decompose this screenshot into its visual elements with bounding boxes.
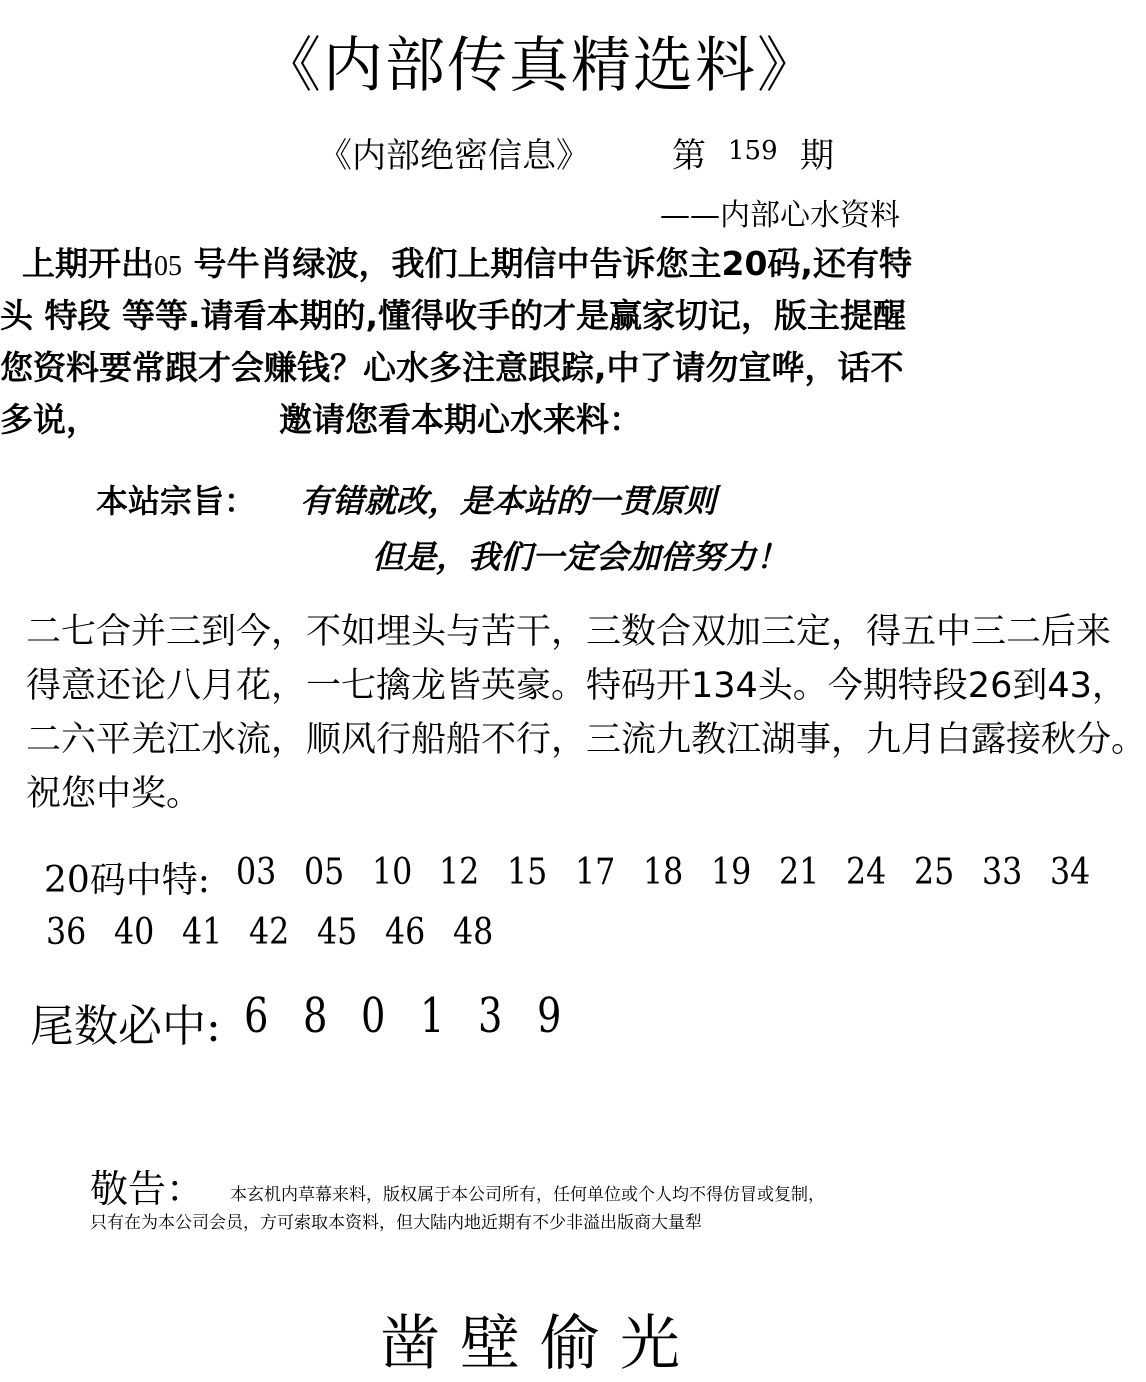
issue-prefix: 第: [672, 136, 706, 176]
intro-line-4-b: 邀请您看本期心水来料：: [279, 400, 642, 439]
main-title: 《内部传真精选料》: [261, 31, 819, 101]
code-number: 19: [710, 852, 752, 893]
code-number: 18: [642, 852, 684, 893]
code-number: 21: [778, 852, 819, 893]
tail-digit: 0: [361, 988, 386, 1044]
code-number: 45: [317, 912, 358, 953]
codes-row-1: [236, 852, 1118, 893]
intro-line-4: [0, 394, 642, 441]
intro-line-1: [22, 238, 912, 285]
tail-digit: 3: [478, 988, 503, 1044]
code-number: 34: [1049, 852, 1091, 893]
code-number: 15: [507, 852, 548, 893]
notice-line-2: 只有在为本公司会员，方可索取本资料，但大陆内地近期有不少非溢出版商大量犁: [90, 1213, 702, 1233]
code-number: 40: [113, 912, 155, 953]
tail-label: 尾数必中:: [30, 1001, 221, 1052]
tail-digit: 6: [244, 988, 269, 1044]
tail-digit: 8: [302, 988, 327, 1044]
intro-line-4-a: 多说，: [0, 400, 99, 439]
code-number: 25: [914, 852, 955, 893]
code-number: 17: [575, 852, 616, 893]
code-number: 36: [46, 912, 87, 953]
intro-line-1-b: 号牛肖绿波，我们上期信中告诉您主20码,还有特: [182, 244, 912, 283]
tail-digit: 9: [536, 988, 562, 1044]
code-number: 46: [385, 912, 426, 953]
motto-line-2: 但是，我们一定会加倍努力！: [372, 538, 789, 576]
intro-line-2: 头 特段 等等.请看本期的,懂得收手的才是赢家切记，版主提醒: [0, 296, 907, 335]
codes-label: 20码中特:: [44, 860, 210, 901]
notice-label: 敬告：: [90, 1167, 205, 1211]
code-number: 10: [371, 852, 412, 893]
issue-number: 159: [728, 136, 778, 166]
poem-line-4: 祝您中奖。: [26, 774, 202, 814]
code-number: 05: [303, 852, 345, 893]
intro-line-3: 您资料要常跟才会赚钱？心水多注意跟踪,中了请勿宣哗，话不: [0, 348, 904, 387]
motto-line-1: 有错就改，是本站的一贯原则: [300, 482, 717, 520]
code-number: 42: [249, 912, 290, 953]
notice-line-1: 本玄机内草幕来料，版权属于本公司所有，任何单位或个人均不得仿冒或复制，: [230, 1185, 825, 1205]
sub-title: 《内部绝密信息》: [318, 136, 590, 176]
code-number: 33: [981, 852, 1023, 893]
code-number: 48: [452, 912, 494, 953]
motto-label: 本站宗旨：: [96, 482, 257, 520]
poem-line-3: 二六平羌江水流，顺风行船船不行，三流九教江湖事，九月白露接秋分。: [26, 720, 1146, 760]
intro-line-1-number: 05: [154, 251, 182, 282]
issue-suffix: 期: [800, 136, 834, 176]
code-number: 12: [439, 852, 480, 893]
poem-line-1: 二七合并三到今，不如埋头与苦干，三数合双加三定，得五中三二后来: [26, 612, 1112, 652]
code-number: 41: [181, 912, 222, 953]
code-number: 24: [846, 852, 887, 893]
tail-digit: 1: [419, 988, 445, 1044]
codes-row-2: [46, 912, 521, 953]
intro-line-1-a: 上期开出: [22, 244, 154, 283]
tail-values: [244, 988, 595, 1044]
footer-slogan: 凿壁偷光: [380, 1309, 700, 1379]
poem-line-2: 得意还论八月花，一七擒龙皆英豪。特码开134头。今期特段26到43，: [26, 666, 1127, 706]
code-number: 03: [236, 852, 277, 893]
byline: ——内部心水资料: [660, 198, 900, 233]
